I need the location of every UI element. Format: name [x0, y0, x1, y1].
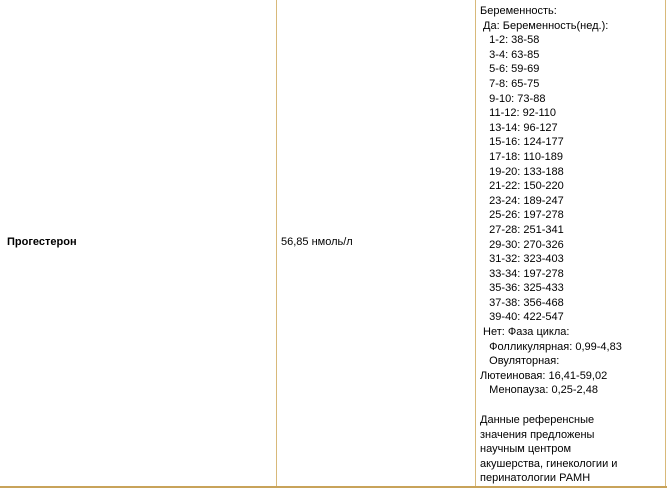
reference-note-line: перинатологии РАМН	[480, 472, 591, 485]
reference-note-line: значения предложены	[480, 428, 595, 441]
reference-lines	[480, 4, 665, 398]
reference-line: 31-32: 323-403	[480, 253, 564, 266]
column-divider	[665, 0, 666, 486]
reference-line: 19-20: 133-188	[480, 165, 564, 178]
reference-line: 27-28: 251-341	[480, 223, 564, 236]
reference-line: 9-10: 73-88	[480, 92, 546, 105]
reference-line: Фолликулярная: 0,99-4,83	[480, 340, 622, 353]
reference-line: Беременность:	[480, 5, 557, 17]
reference-note-line: научным центром	[480, 443, 572, 456]
test-name-cell: Прогестерон	[7, 236, 77, 248]
reference-line: 17-18: 110-189	[480, 150, 563, 163]
reference-line: 3-4: 63-85	[480, 48, 540, 61]
reference-line: 25-26: 197-278	[480, 209, 564, 222]
reference-line: 5-6: 59-69	[480, 63, 540, 76]
test-result-cell: 56,85 нмоль/л	[281, 236, 353, 248]
reference-range-cell	[480, 4, 665, 486]
reference-line: Да: Беременность(нед.):	[480, 19, 609, 32]
reference-line: 29-30: 270-326	[480, 238, 564, 251]
reference-line: 37-38: 356-468	[480, 296, 564, 309]
reference-line: 33-34: 197-278	[480, 267, 564, 280]
reference-line: Лютеиновая: 16,41-59,02	[480, 369, 608, 382]
reference-line: Нет: Фаза цикла:	[480, 326, 570, 339]
reference-note	[480, 413, 665, 486]
reference-note-line: Данные референсные	[480, 414, 595, 427]
reference-line: 21-22: 150-220	[480, 180, 564, 193]
reference-line: 23-24: 189-247	[480, 194, 564, 207]
column-divider	[475, 0, 476, 486]
reference-line: 35-36: 325-433	[480, 282, 564, 295]
reference-line: 7-8: 65-75	[480, 77, 540, 90]
reference-line: Овуляторная:	[480, 355, 560, 368]
reference-line: Менопауза: 0,25-2,48	[480, 384, 598, 397]
reference-line: 11-12: 92-110	[480, 107, 557, 120]
reference-gap	[480, 398, 665, 413]
reference-line: 15-16: 124-177	[480, 136, 564, 149]
reference-note-line: акушерства, гинекологии и	[480, 457, 618, 470]
column-divider	[276, 0, 277, 486]
row-bottom-border	[0, 486, 667, 488]
reference-line: 1-2: 38-58	[480, 34, 540, 47]
reference-line: 13-14: 96-127	[480, 121, 558, 134]
reference-line: 39-40: 422-547	[480, 311, 564, 324]
